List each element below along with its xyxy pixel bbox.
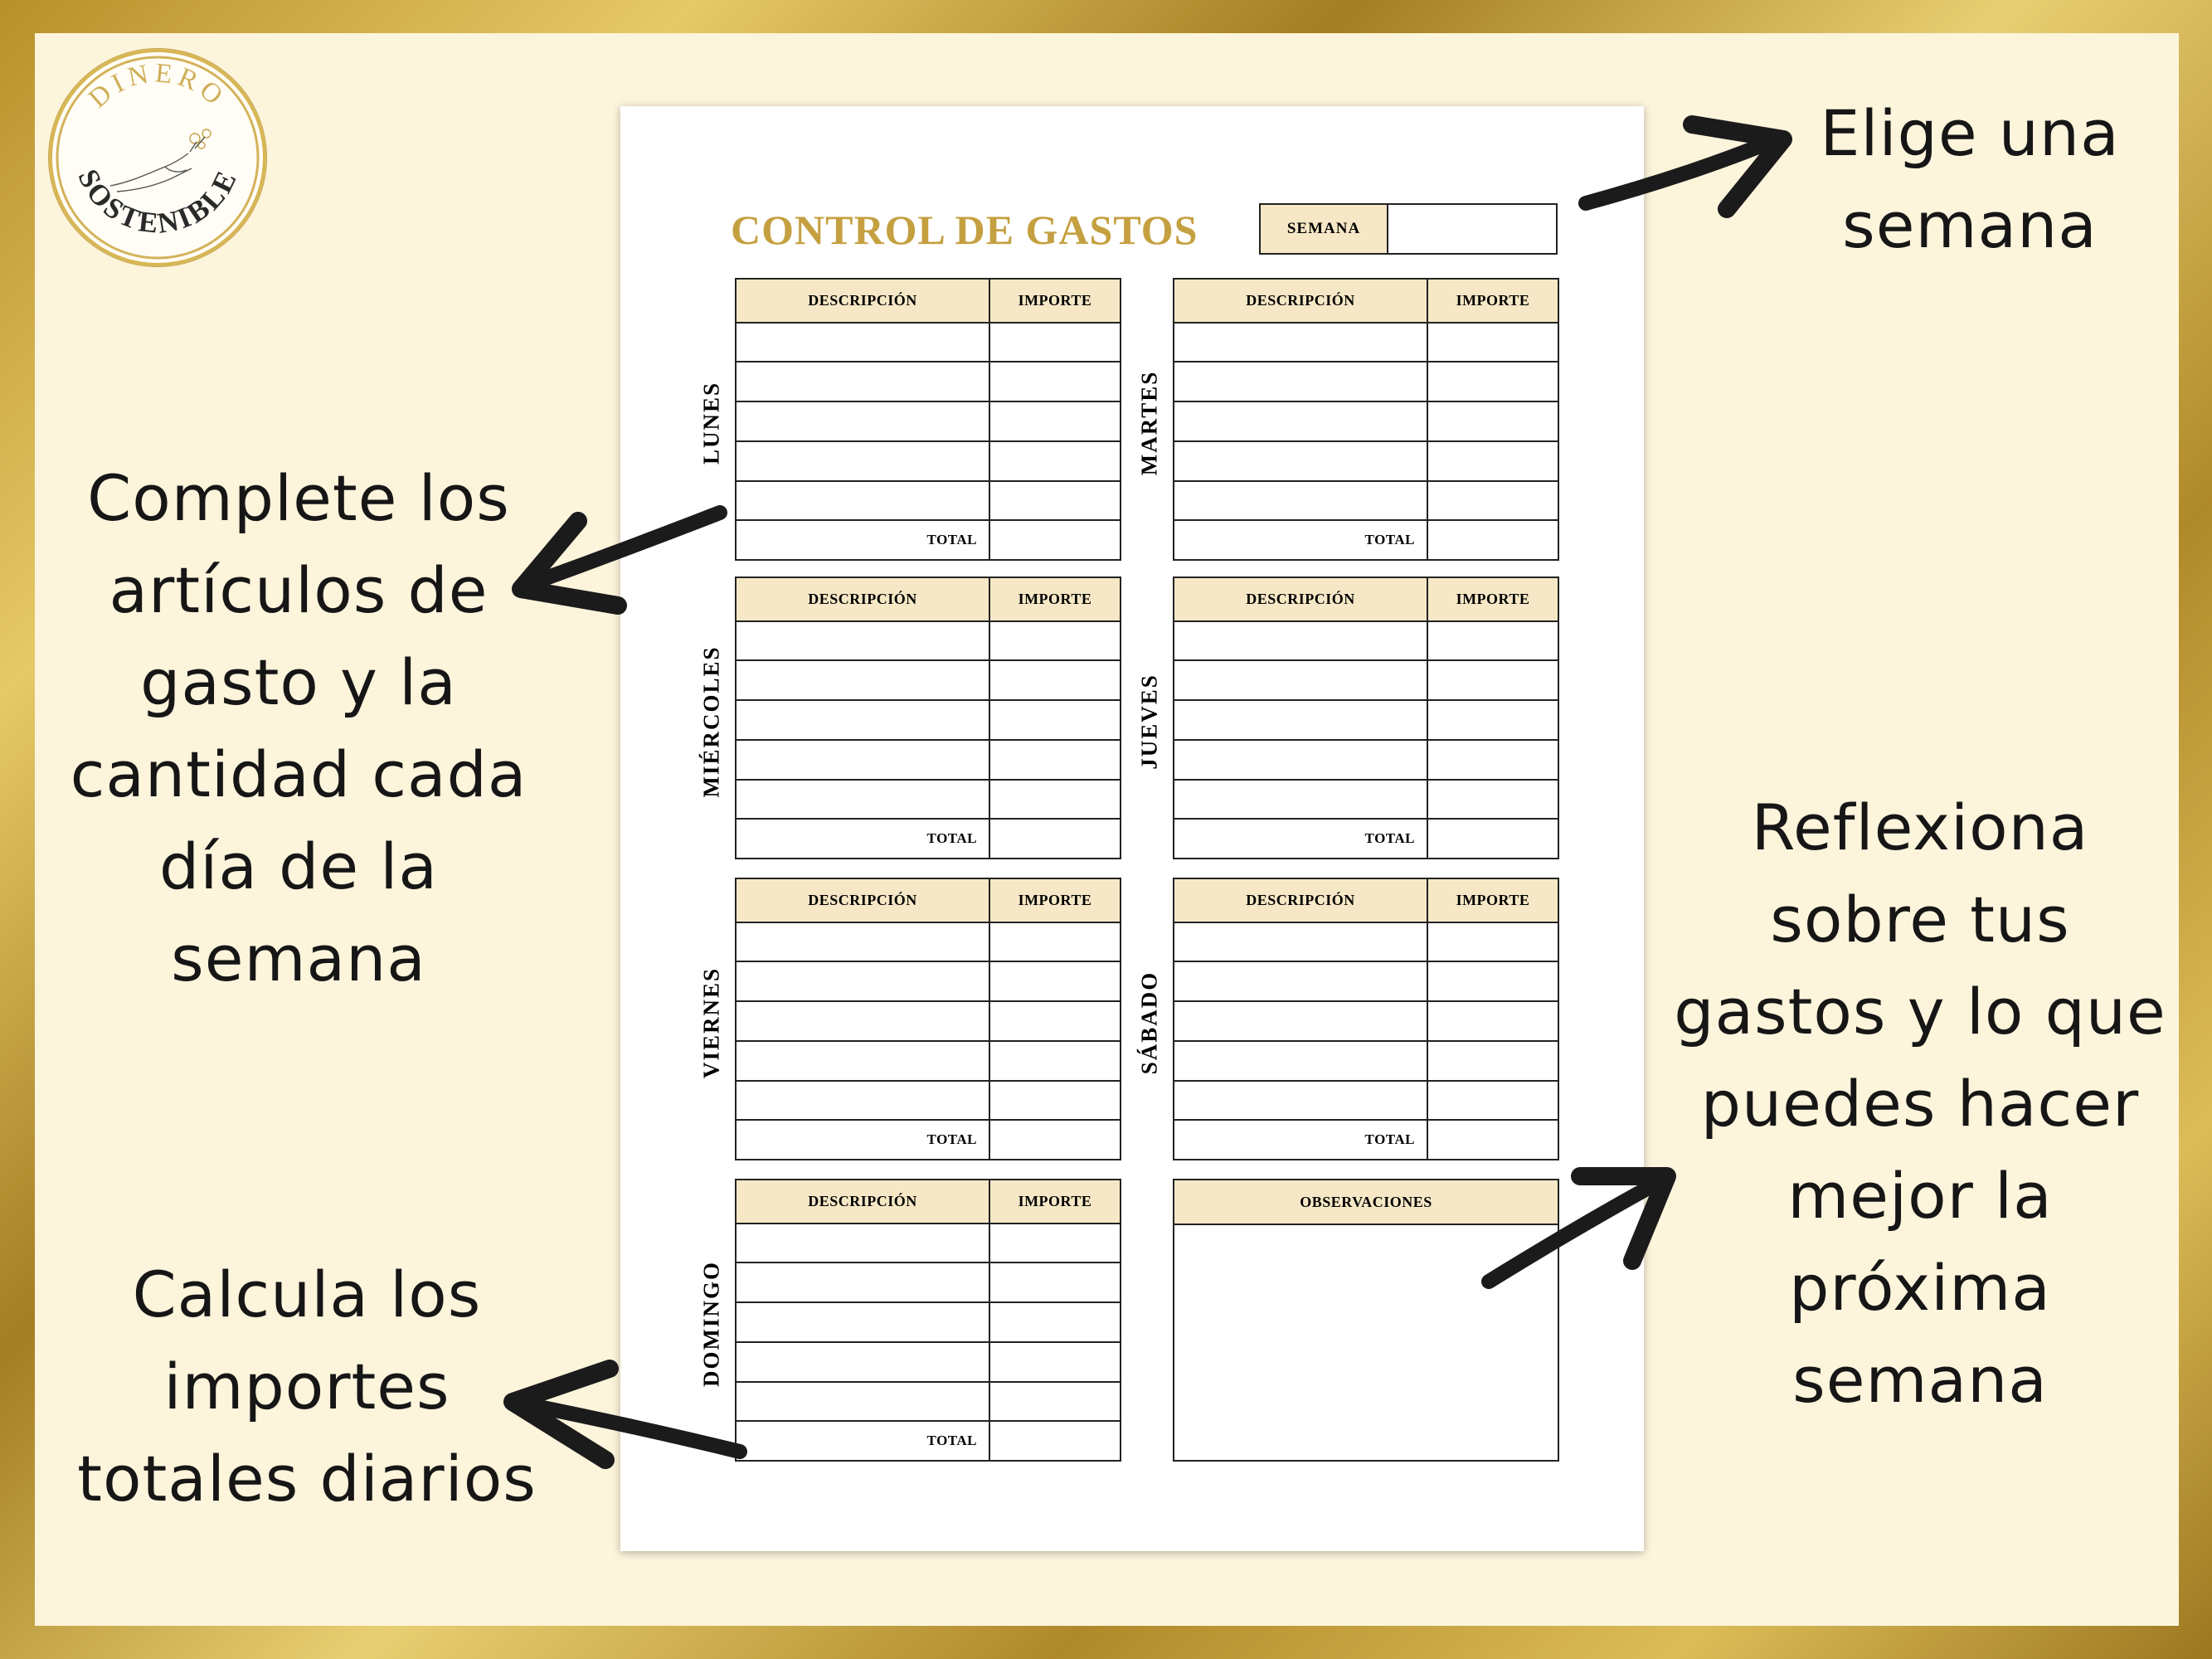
- total-label: TOTAL: [1174, 1120, 1427, 1160]
- day-label: VIERNES: [698, 966, 724, 1079]
- col-header-description: DESCRIPCIÓN: [736, 1180, 989, 1224]
- col-header-amount: IMPORTE: [989, 577, 1121, 621]
- col-header-amount: IMPORTE: [989, 279, 1121, 323]
- total-label: TOTAL: [736, 1421, 989, 1461]
- arrow-to-observations: [1489, 1176, 1667, 1282]
- observations-header: OBSERVACIONES: [1174, 1180, 1558, 1225]
- annotation-reflect: Reflexiona sobre tus gastos y lo que puedes hacer mejor la próxima semana: [1674, 791, 2166, 1417]
- col-header-amount: IMPORTE: [1427, 279, 1558, 323]
- day-label: SÁBADO: [1136, 971, 1162, 1075]
- arrow-to-monday: [521, 513, 720, 606]
- arrow-to-week: [1586, 124, 1783, 209]
- annotation-choose-week: Elige una semana: [1820, 96, 2120, 262]
- col-header-amount: IMPORTE: [989, 878, 1121, 922]
- col-header-amount: IMPORTE: [1427, 577, 1558, 621]
- total-label: TOTAL: [736, 520, 989, 560]
- arrow-to-sunday-total: [513, 1369, 740, 1460]
- annotation-complete-items: Complete los artículos de gasto y la cantidad cada día de la semana: [70, 461, 527, 995]
- logo-top-text: DINERO: [83, 58, 232, 114]
- col-header-description: DESCRIPCIÓN: [736, 878, 989, 922]
- day-label: JUEVES: [1136, 674, 1162, 770]
- day-label: MIÉRCOLES: [698, 645, 724, 798]
- total-label: TOTAL: [736, 1120, 989, 1160]
- col-header-description: DESCRIPCIÓN: [1174, 279, 1427, 323]
- col-header-amount: IMPORTE: [989, 1180, 1121, 1224]
- sheet-title: CONTROL DE GASTOS: [731, 207, 1198, 253]
- day-label: MARTES: [1136, 370, 1162, 476]
- week-label: SEMANA: [1261, 205, 1388, 253]
- annotation-calculate-totals: Calcula los importes totales diarios: [77, 1258, 537, 1515]
- col-header-description: DESCRIPCIÓN: [736, 279, 989, 323]
- total-label: TOTAL: [1174, 520, 1427, 560]
- day-label: LUNES: [698, 381, 724, 465]
- total-label: TOTAL: [1174, 819, 1427, 859]
- total-label: TOTAL: [736, 819, 989, 859]
- logo-bottom-text: SOSTENIBLE: [71, 163, 244, 240]
- col-header-description: DESCRIPCIÓN: [736, 577, 989, 621]
- day-label: DOMINGO: [698, 1261, 724, 1387]
- col-header-description: DESCRIPCIÓN: [1174, 577, 1427, 621]
- col-header-amount: IMPORTE: [1427, 878, 1558, 922]
- col-header-description: DESCRIPCIÓN: [1174, 878, 1427, 922]
